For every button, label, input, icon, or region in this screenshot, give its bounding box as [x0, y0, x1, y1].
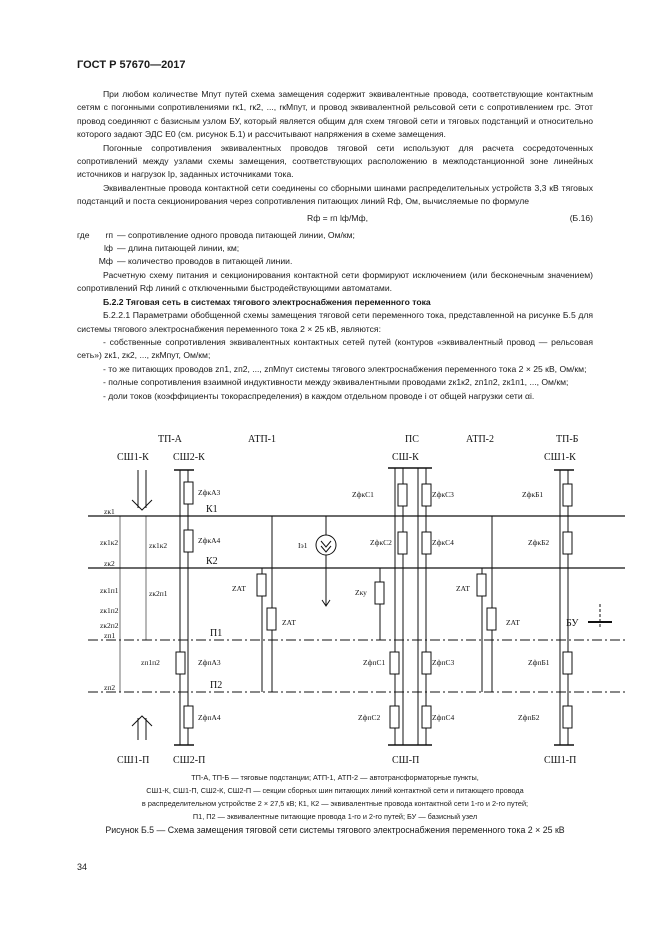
- paragraph: Погонные сопротивления эквивалентных проводов тяговой сети используют для расчета сосредоточенных сопротивлений между узлами схемы замещения, соответствующих расположению в межподстанционной зоне линейных источников и нагрузок Iр, заданных источниками тока.: [77, 142, 593, 180]
- wire-z: zк2: [104, 559, 115, 568]
- element-label: ZфпС4: [432, 713, 455, 722]
- legend-text: — сопротивление одного провода питающей линии, Ом/км;: [117, 229, 355, 240]
- label-tp-b: ТП-Б: [556, 434, 579, 445]
- wire-z: zк1: [104, 507, 115, 516]
- element-label: ZАТ: [456, 584, 470, 593]
- page-number: 34: [77, 862, 88, 872]
- mutual-z: zк1к2: [100, 538, 119, 547]
- element-label: ZфкС3: [432, 490, 454, 499]
- bus-label: СШ-К: [392, 452, 419, 463]
- bus-label: СШ1-П: [117, 755, 150, 766]
- source-label: Iэ1: [298, 541, 308, 550]
- legend-symbol: Mф: [98, 256, 113, 267]
- element-label: ZфпА3: [198, 658, 221, 667]
- element-label: ZфпС2: [358, 713, 381, 722]
- bus-label: СШ1-К: [544, 452, 576, 463]
- wire-label: К1: [206, 504, 218, 515]
- caption-note: СШ1-К, СШ1-П, СШ2-К, СШ2-П — секции сборных шин питающих линий контактной сети и питающего провода: [146, 786, 524, 795]
- element-label: ZАТ: [232, 584, 246, 593]
- caption-note: ТП-А, ТП-Б — тяговые подстанции; АТП-1, АТП-2 — автотрансформаторные пункты,: [191, 773, 479, 782]
- element-label: ZАТ: [506, 618, 520, 627]
- paragraph: Эквивалентные провода контактной сети соединены со сборными шинами распределительных устройств 3,3 кВ тяговых подстанций и поста секционирования через сопротивления питающих линий Rф, Ом, вычисляемые по формуле: [77, 182, 593, 207]
- legend-symbol: lф: [104, 243, 113, 254]
- legend-text: — длина питающей линии, км;: [117, 243, 240, 254]
- wire-z: zп1: [104, 631, 116, 640]
- wire-label: П1: [210, 628, 223, 639]
- mutual-z: zк1п2: [100, 606, 119, 615]
- paragraph: Расчетную схему питания и секционирования контактной сети формируют исключением (или бесконечным значением) сопротивлений Rф линий с отключенными быстродействующими автоматами.: [77, 269, 593, 294]
- mutual-z: zк2п1: [149, 589, 168, 598]
- list-item: - то же питающих проводов zп1, zп2, ..., zпMпут системы тягового электроснабжения переменного тока 2 × 25 кВ, Ом/км;: [103, 363, 587, 374]
- element-label: ZфкБ1: [522, 490, 544, 499]
- legend-symbol: rп: [105, 229, 113, 240]
- element-label: ZфпС1: [363, 658, 386, 667]
- document-header: ГОСТ Р 57670—2017: [77, 59, 186, 71]
- section-heading: Б.2.2 Тяговая сеть в системах тягового электроснабжения переменного тока: [103, 296, 431, 307]
- bus-label: СШ2-П: [173, 755, 206, 766]
- element-label: ZфпБ2: [518, 713, 540, 722]
- bu-label: БУ: [566, 618, 579, 629]
- figure-caption: Рисунок Б.5 — Схема замещения тяговой сети системы тягового электроснабжения переменного тока 2 × 25 кВ: [105, 825, 565, 835]
- list-item: - собственные сопротивления эквивалентных контактных сетей путей (контуров «эквивалентный провод — рельсовая сеть») zк1, zк2, ..., zкMпут, Ом/км;: [77, 336, 593, 361]
- mutual-z: zк1п1: [100, 586, 119, 595]
- element-label: ZфкС2: [370, 538, 392, 547]
- element-label: Zку: [355, 588, 367, 597]
- element-label: ZфкА3: [198, 488, 221, 497]
- caption-note: в распределительном устройстве 2 × 27,5 кВ; К1, К2 — эквивалентные провода контактной сети 1-го и 2-го путей;: [141, 799, 529, 808]
- element-label: ZфпА4: [198, 713, 221, 722]
- label-atp-1: АТП-1: [248, 434, 277, 445]
- mutual-z: zк1к2: [149, 541, 168, 550]
- element-label: ZфкА4: [198, 536, 221, 545]
- label-ps: ПС: [405, 434, 419, 445]
- label-atp-2: АТП-2: [466, 434, 495, 445]
- legend-text: — количество проводов в питающей линии.: [117, 256, 293, 267]
- caption-note: П1, П2 — эквивалентные питающие провода 1-го и 2-го путей; БУ — базисный узел: [192, 812, 478, 821]
- element-label: ZфкБ2: [528, 538, 550, 547]
- legend-where: где: [77, 229, 90, 240]
- bus-label: СШ-П: [392, 755, 420, 766]
- bus-label: СШ1-П: [544, 755, 577, 766]
- formula-number: (Б.16): [569, 212, 593, 223]
- element-label: ZфпС3: [432, 658, 455, 667]
- bus-label: СШ2-К: [173, 452, 205, 463]
- mutual-z: zп1п2: [141, 658, 160, 667]
- formula: Rф = rп lф/Mф,: [307, 212, 368, 223]
- wire-label: П2: [210, 680, 223, 691]
- element-label: ZАТ: [282, 618, 296, 627]
- element-label: ZфкС4: [432, 538, 454, 547]
- paragraph: При любом количестве Mпут путей схема замещения содержит эквивалентные провода, соответствующие контактным сетям с погонными сопротивлениями rк1, rк2, ..., rкMпут, и провод эквивалентной рельсовой сети с сопротивлением rрс. Этот провод соединяют с базисным узлом БУ, который является общим для схем тяговой сети и тяговых подстанций и относительно которого задают ЭДС E0 (см. рисунок Б.1) и рассчитывают напряжения в схеме замещения.: [77, 89, 593, 140]
- element-label: ZфпБ1: [528, 658, 550, 667]
- bus-label: СШ1-К: [117, 452, 149, 463]
- paragraph: Б.2.2.1 Параметрами обобщенной схемы замещения тяговой сети переменного тока, представленной на рисунке Б.5 для системы тягового электроснабжения переменного тока 2 × 25 кВ, являются:: [77, 310, 593, 334]
- wire-label: К2: [206, 556, 218, 567]
- label-tp-a: ТП-А: [158, 434, 182, 445]
- wire-z: zп2: [104, 683, 116, 692]
- list-item: - доли токов (коэффициенты токораспределения) в каждом отдельном проводе i от общей нагрузки сети αi.: [103, 390, 535, 401]
- mutual-z: zк2п2: [100, 621, 119, 630]
- list-item: - полные сопротивления взаимной индуктивности между эквивалентными проводами zк1к2, zп1п2, zк1п1, ..., Ом/км;: [103, 377, 569, 388]
- element-label: ZфкС1: [352, 490, 374, 499]
